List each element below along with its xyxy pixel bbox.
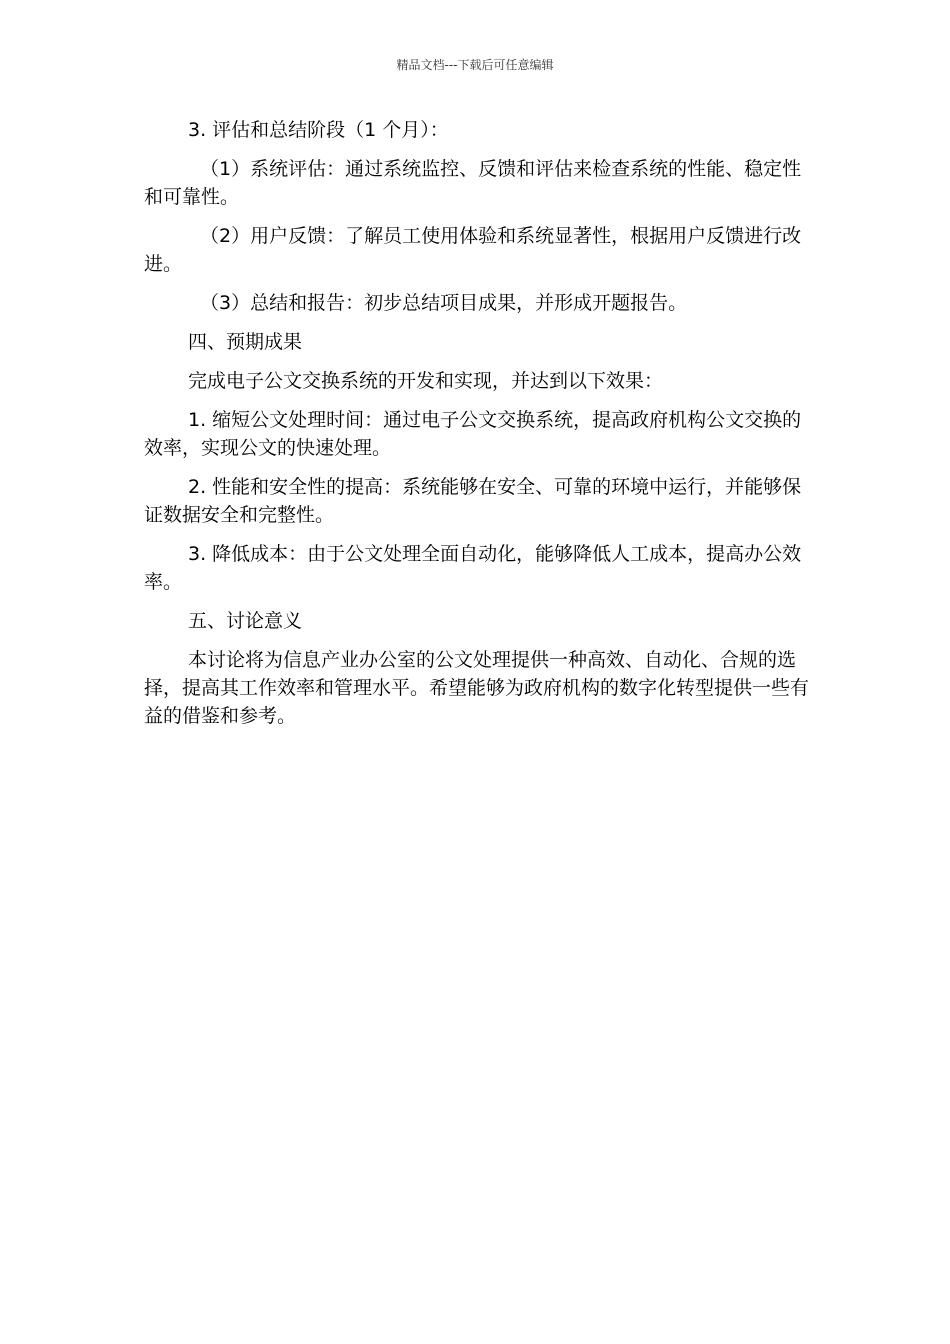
paragraph-result-3: 3. 降低成本：由于公文处理全面自动化，能够降低人工成本，提高办公效率。 xyxy=(144,543,802,593)
paragraph-system-evaluation: （1）系统评估：通过系统监控、反馈和评估来检查系统的性能、稳定性和可靠性。 xyxy=(144,158,802,208)
paragraph-summary-report: （3）总结和报告：初步总结项目成果，并形成开题报告。 xyxy=(200,292,688,314)
paragraph-result-2: 2. 性能和安全性的提高：系统能够在安全、可靠的环境中运行，并能够保证数据安全和完整性。 xyxy=(144,476,802,526)
document-body xyxy=(144,116,810,741)
paragraph-user-feedback: （2）用户反馈：了解员工使用体验和系统显著性，根据用户反馈进行改进。 xyxy=(144,225,802,275)
page-header: 精品文档---下载后可任意编辑 xyxy=(396,58,554,72)
paragraph-result-1: 1. 缩短公文处理时间：通过电子公文交换系统，提高政府机构公文交换的效率，实现公文的快速处理。 xyxy=(144,409,802,459)
section-heading-expected-results: 四、预期成果 xyxy=(188,331,303,353)
paragraph-stage-3-heading: 3. 评估和总结阶段（1 个月）： xyxy=(188,119,449,141)
paragraph-expected-results-intro: 完成电子公文交换系统的开发和实现，并达到以下效果： xyxy=(188,370,664,392)
section-heading-significance: 五、讨论意义 xyxy=(188,610,303,632)
paragraph-significance: 本讨论将为信息产业办公室的公文处理提供一种高效、自动化、合规的选择，提高其工作效率和管理水平。希望能够为政府机构的数字化转型提供一些有益的借鉴和参考。 xyxy=(144,649,810,727)
